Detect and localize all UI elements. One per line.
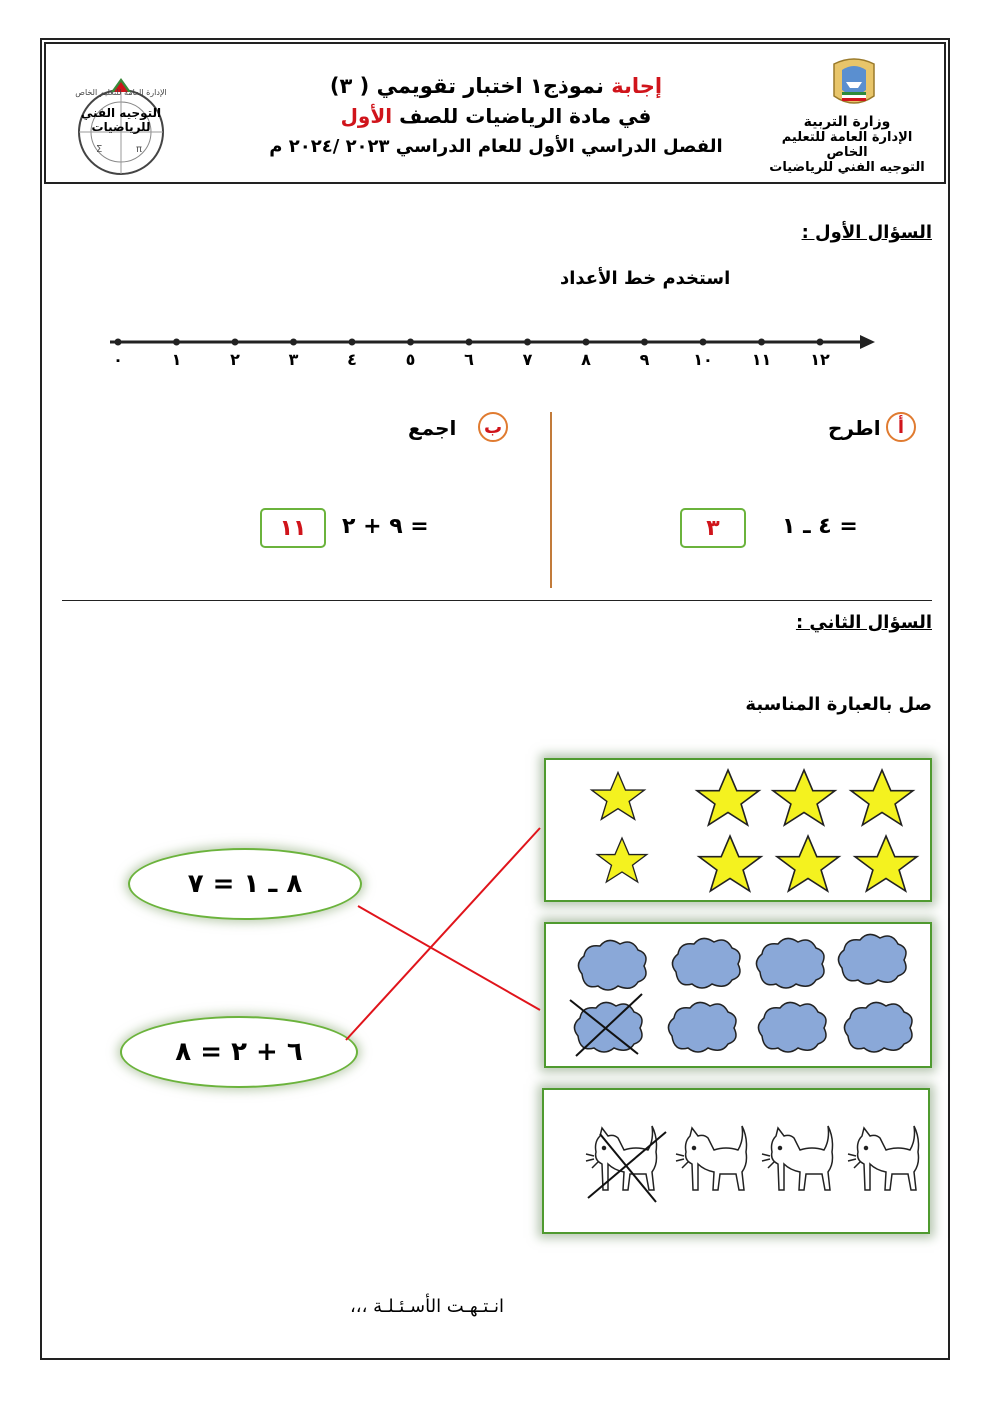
part-a-answer-box[interactable]: ٣ [680, 508, 746, 548]
part-b-answer-box[interactable]: ١١ [260, 508, 326, 548]
number-line-tick [173, 339, 180, 346]
star-icon [697, 770, 759, 825]
stars-box[interactable] [544, 758, 932, 902]
logo-caption-main: التوجيه الفني للرياضيات [80, 106, 162, 134]
number-line-tick [466, 339, 473, 346]
cat-icon [762, 1126, 833, 1190]
number-line-label: ٣ [288, 350, 299, 369]
number-line-tick [407, 339, 414, 346]
part-a-equation: ٤ ـ ١ = [782, 514, 858, 539]
part-b-letter: ب [478, 412, 508, 442]
q1-instruction: استخدم خط الأعداد [560, 268, 731, 289]
star-icon [773, 770, 835, 825]
svg-text:Σ: Σ [96, 144, 103, 155]
number-line-tick [817, 339, 824, 346]
number-line-tick [583, 339, 590, 346]
q1-heading: السؤال الأول : [801, 222, 932, 243]
svg-text:π: π [136, 144, 143, 155]
number-line-tick [349, 339, 356, 346]
logo-caption-top: الإدارة العامة للتعليم الخاص [75, 88, 167, 97]
subtitle [256, 104, 736, 128]
number-line-tick [290, 339, 297, 346]
equation-oval-1[interactable]: ٨ ـ ١ = ٧ [128, 848, 362, 920]
cloud-icon [672, 938, 740, 988]
cloud-icon [838, 934, 906, 984]
star-icon [855, 836, 917, 891]
number-line-tick [641, 339, 648, 346]
cats-group [544, 1090, 928, 1232]
part-b-label: اجمع [408, 416, 457, 440]
star-icon [597, 838, 647, 882]
part-a-label: اطرح [828, 416, 881, 440]
cloud-icon [758, 1002, 826, 1052]
math-department-logo [66, 72, 176, 182]
cloud-icon [844, 1002, 912, 1052]
number-line-label: ١٢ [810, 350, 830, 369]
vertical-divider [550, 412, 552, 588]
star-icon [851, 770, 913, 825]
part-a-letter: أ [886, 412, 916, 442]
number-line-label: ٩ [639, 350, 650, 369]
subtitle-grade: الأول [340, 104, 393, 128]
ministry-block [762, 114, 932, 175]
number-line-tick [758, 339, 765, 346]
cloud-icon [574, 1002, 642, 1052]
star-icon [699, 836, 761, 891]
clouds-box[interactable] [544, 922, 932, 1068]
end-of-questions: انـتـهـت الأسـئـلـة ،،، [350, 1296, 505, 1317]
number-line-label: ٦ [464, 350, 474, 369]
term-line: الفصل الدراسي الأول للعام الدراسي ٢٠٢٣ /٢٠٢٤ م [269, 136, 723, 157]
subtitle-prefix: في مادة الرياضيات للصف [392, 104, 652, 128]
part-b-equation: ٩ + ٢ = [342, 514, 429, 539]
title-rest: نموذج١ اختبار تقويمي ( ٣) [329, 74, 612, 98]
stars-group [546, 760, 930, 900]
number-line-tick [115, 339, 122, 346]
q2-heading: السؤال الثاني : [795, 612, 932, 633]
q2-instruction: صل بالعبارة المناسبة [745, 694, 932, 715]
number-line-label: ٥ [405, 350, 416, 369]
clouds-group [546, 924, 930, 1066]
header-box [44, 42, 946, 184]
ministry-department: الإدارة العامة للتعليم الخاص [781, 130, 913, 160]
cloud-icon [668, 1002, 736, 1052]
star-icon [592, 773, 645, 820]
number-line-tick [524, 339, 531, 346]
number-line-label: ١٠ [693, 350, 713, 369]
number-line-label: ٢ [230, 350, 240, 369]
ministry-supervision: التوجيه الفني للرياضيات [769, 160, 925, 175]
title-block [256, 74, 736, 184]
kuwait-emblem [824, 56, 884, 108]
equation-oval-2[interactable]: ٦ + ٢ = ٨ [120, 1016, 358, 1088]
page-title [256, 74, 736, 98]
cat-icon [676, 1126, 747, 1190]
section-divider [62, 600, 932, 601]
number-line-label: ٠ [113, 350, 123, 369]
number-line-label: ٨ [581, 350, 591, 369]
number-line-tick [232, 339, 239, 346]
number-line-label: ١ [171, 350, 182, 369]
number-line-label: ١١ [751, 350, 772, 369]
number-line-label: ٧ [522, 350, 533, 369]
cloud-icon [756, 938, 824, 988]
cats-box[interactable] [542, 1088, 930, 1234]
cat-icon [586, 1126, 657, 1190]
number-line-tick [700, 339, 707, 346]
number-line-label: ٤ [347, 350, 357, 369]
ministry-name: وزارة التربية [803, 114, 891, 130]
title-answer-word: إجابة [611, 74, 663, 98]
cat-icon [848, 1126, 919, 1190]
star-icon [777, 836, 839, 891]
cloud-icon [578, 940, 646, 990]
